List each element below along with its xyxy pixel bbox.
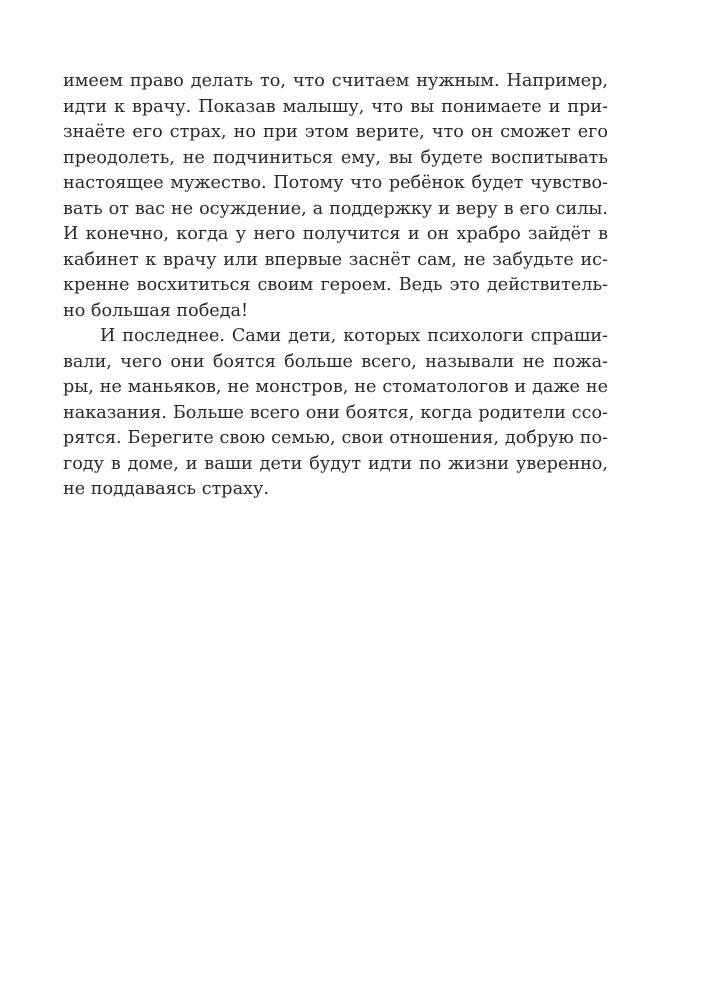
text-line: знаёте его страх, но при этом верите, что он сможет его xyxy=(63,122,608,142)
text-line: наказания. Больше всего они боятся, когда родители ссо- xyxy=(63,402,608,423)
text-line: преодолеть, не подчиниться ему, вы будете воспитывать xyxy=(63,147,608,168)
text-line: настоящее мужество. Потому что ребёнок будет чувство- xyxy=(63,173,608,193)
text-line: имеем право делать то, что считаем нужным. Например, xyxy=(63,71,608,91)
body-text xyxy=(63,69,608,503)
text-line: идти к врачу. Показав малышу, что вы понимаете и при- xyxy=(63,96,608,117)
text-line: кренне восхититься своим героем. Ведь это действитель- xyxy=(63,275,608,295)
text-line: году в доме, и ваши дети будут идти по жизни уверенно, xyxy=(63,453,608,474)
text-line: кабинет к врачу или впервые заснёт сам, не забудьте ис- xyxy=(63,249,608,270)
text-line: рятся. Берегите свою семью, свои отношения, добрую по- xyxy=(63,428,608,448)
text-line: вали, чего они боятся больше всего, называли не пожа- xyxy=(63,351,608,372)
paragraph xyxy=(63,69,608,324)
text-line: вать от вас не осуждение, а поддержку и веру в его силы. xyxy=(63,198,608,219)
text-line: И последнее. Сами дети, которых психологи спраши- xyxy=(100,326,608,346)
paragraph xyxy=(63,324,608,503)
text-line: ры, не маньяков, не монстров, не стоматологов и даже не xyxy=(63,377,608,397)
text-line: И конечно, когда у него получится и он храбро зайдёт в xyxy=(63,224,608,244)
text-line: но большая победа! xyxy=(63,300,249,321)
text-line: не поддаваясь страху. xyxy=(63,479,269,499)
